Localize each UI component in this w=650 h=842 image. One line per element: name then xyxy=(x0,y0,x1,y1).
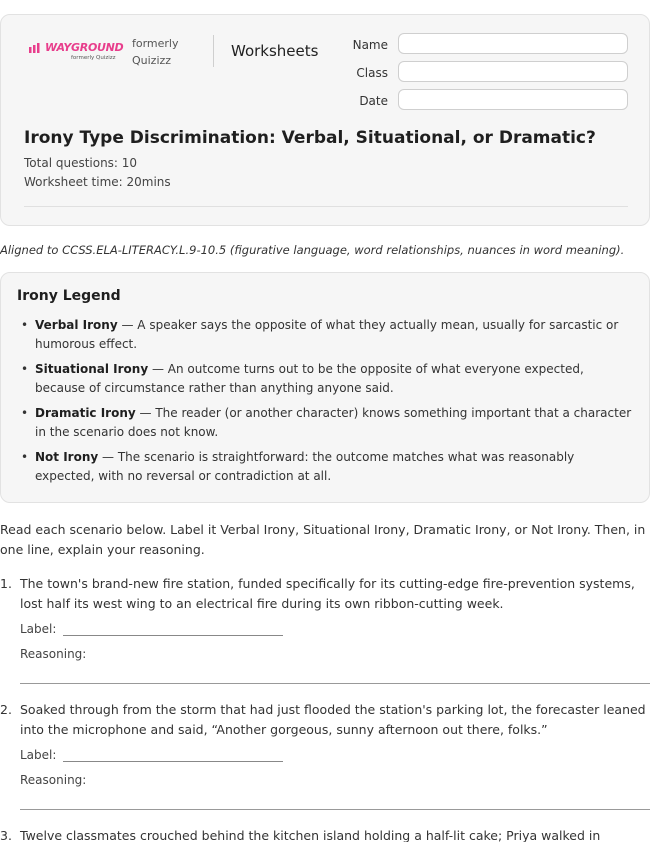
reasoning-caption: Reasoning: xyxy=(20,773,87,787)
header-divider xyxy=(213,35,214,67)
logo-wordmark: WAYGROUND xyxy=(45,41,124,54)
worksheet-time: Worksheet time: 20mins xyxy=(24,175,171,189)
name-field[interactable] xyxy=(398,33,628,54)
legend-definition: — A speaker says the opposite of what they actually mean, usually for sarcastic or humorous effect. xyxy=(35,318,619,351)
legend-definition: — The scenario is straightforward: the outcome matches what was reasonably expected, with no reversal or contradiction at all. xyxy=(35,450,575,483)
worksheet-header xyxy=(0,14,650,226)
instructions: Read each scenario below. Label it Verbal Irony, Situational Irony, Dramatic Irony, or Not Irony. Then, in one line, explain your reasoning. xyxy=(0,522,646,557)
bullet-icon: • xyxy=(21,450,29,464)
question-text: Soaked through from the storm that had just flooded the station's parking lot, the forecaster leaned into the microphone and said, “Another gorgeous, sunny afternoon out there, folks.” xyxy=(20,702,646,737)
class-field[interactable] xyxy=(398,61,628,82)
legend-term: Situational Irony xyxy=(35,362,149,376)
logo-bars-icon xyxy=(29,43,43,53)
label-row xyxy=(20,622,56,636)
reasoning-caption: Reasoning: xyxy=(20,647,87,661)
label-caption: Label: xyxy=(20,748,57,762)
legend-term: Dramatic Irony xyxy=(35,406,136,420)
bullet-icon: • xyxy=(21,318,29,332)
section-title: Worksheets xyxy=(231,42,319,60)
reasoning-answer-line[interactable] xyxy=(20,809,650,810)
total-questions: Total questions: 10 xyxy=(24,156,138,170)
question-text: The town's brand-new fire station, funded specifically for its cutting-edge fire-prevention systems, lost half its west wing to an electrical fire during its own ribbon-cutting week. xyxy=(20,576,635,611)
date-field[interactable] xyxy=(398,89,628,110)
question-number: 2. xyxy=(0,702,12,717)
legend-title: Irony Legend xyxy=(17,288,121,304)
reasoning-answer-line[interactable] xyxy=(20,683,650,684)
label-caption: Label: xyxy=(20,622,57,636)
question-text: Twelve classmates crouched behind the kitchen island holding a half-lit cake; Priya walked in xyxy=(20,828,601,842)
question-3 xyxy=(0,826,650,842)
legend-term: Not Irony xyxy=(35,450,99,464)
question-2 xyxy=(0,700,650,787)
bullet-icon: • xyxy=(21,362,29,376)
question-number: 1. xyxy=(0,576,12,591)
worksheet-title: Irony Type Discrimination: Verbal, Situational, or Dramatic? xyxy=(24,128,596,148)
legend-item-verbal xyxy=(21,316,635,354)
name-label: Name xyxy=(352,38,388,52)
label-row xyxy=(20,748,56,762)
legend-definition: — An outcome turns out to be the opposite of what everyone expected, because of circumstance rather than anything anyone said. xyxy=(35,362,584,395)
legend-item-dramatic xyxy=(21,404,635,442)
class-label: Class xyxy=(356,66,388,80)
wayground-logo xyxy=(29,41,124,75)
question-1 xyxy=(0,574,650,661)
question-number: 3. xyxy=(0,828,12,842)
date-label: Date xyxy=(359,94,388,108)
header-rule xyxy=(24,206,628,207)
bullet-icon: • xyxy=(21,406,29,420)
legend-definition: — The reader (or another character) knows something important that a character in the scenario does not know. xyxy=(35,406,632,439)
label-answer-line[interactable] xyxy=(63,761,283,762)
label-answer-line[interactable] xyxy=(63,635,283,636)
standards-alignment: Aligned to CCSS.ELA-LITERACY.L.9-10.5 (figurative language, word relationships, nuances in word meaning). xyxy=(0,243,625,257)
legend-item-situational xyxy=(21,360,635,398)
legend-item-not-irony xyxy=(21,448,635,486)
irony-legend xyxy=(0,272,650,503)
logo-subtext: formerly Quizizz xyxy=(71,55,116,61)
formerly-quizizz-text: formerly Quizizz xyxy=(132,37,179,67)
legend-term: Verbal Irony xyxy=(35,318,118,332)
